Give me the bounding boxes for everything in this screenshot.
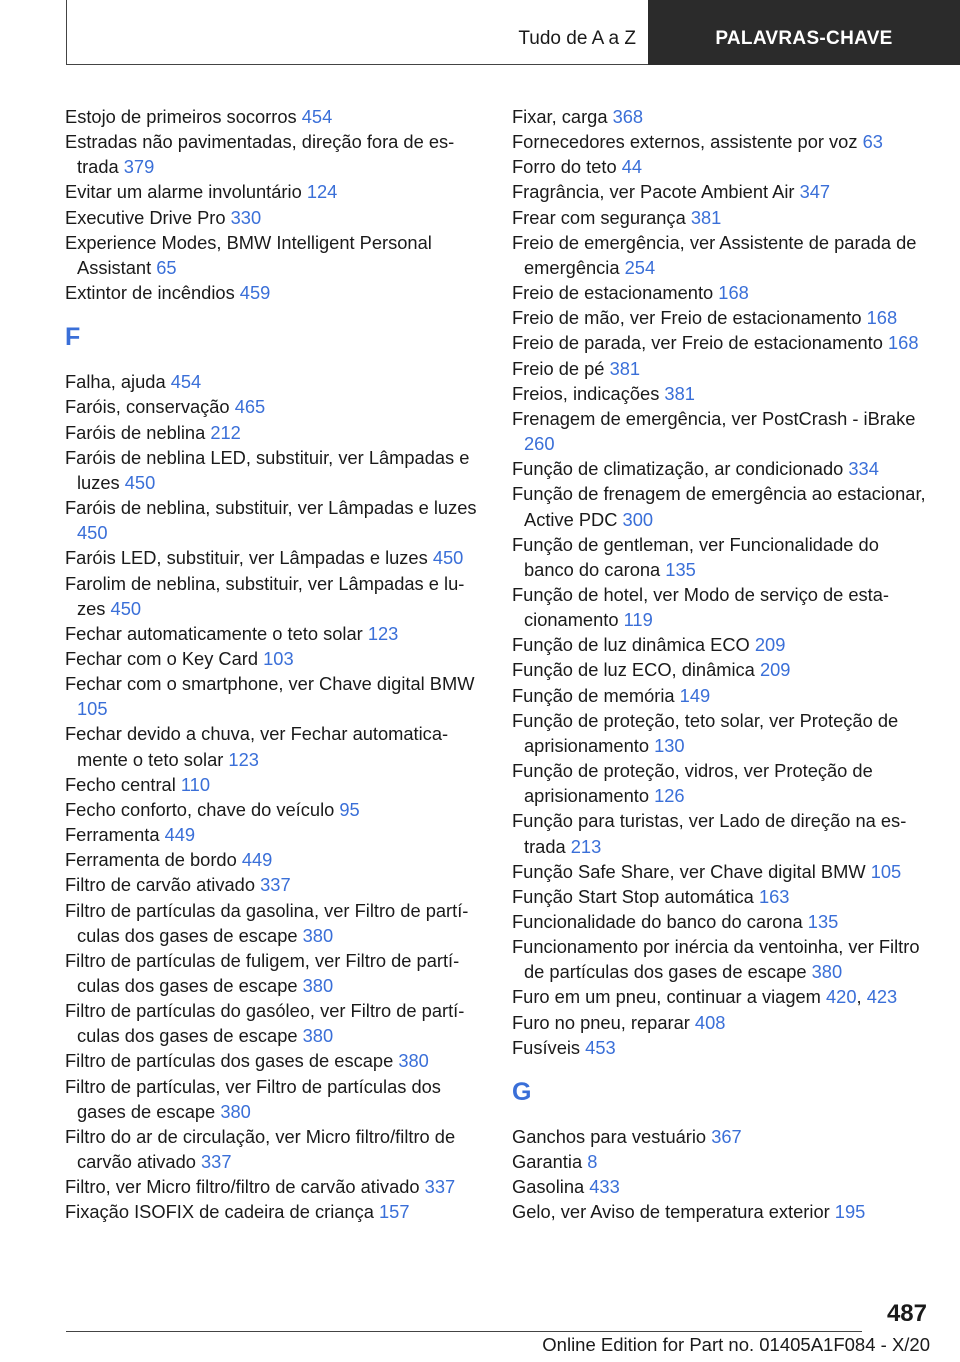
page-link[interactable]: 420	[826, 986, 857, 1008]
index-entry-term: Experience Modes, BMW Intelligent Personal Assistant	[65, 231, 432, 278]
header-rule-bottom	[66, 64, 648, 65]
index-entry-term: Funcionalidade do banco do carona	[512, 911, 808, 932]
page-link[interactable]: 213	[570, 835, 602, 857]
index-entry	[512, 758, 932, 808]
index-entry-term: Furo no pneu, reparar	[512, 1011, 695, 1033]
page-link[interactable]: 212	[210, 421, 241, 443]
page-link[interactable]: 454	[301, 106, 333, 127]
page-link[interactable]: 8	[587, 1151, 598, 1173]
index-entry	[512, 205, 932, 230]
page-link[interactable]: 449	[241, 849, 273, 871]
index-entry	[512, 230, 932, 280]
index-entry	[65, 545, 480, 570]
index-entry	[65, 369, 480, 394]
index-entry-term: Garantia	[512, 1151, 588, 1173]
index-entry-term: Filtro de partículas da gasolina, ver Filtro de partículas dos gases de escape	[65, 899, 469, 946]
page-link[interactable]: 135	[665, 558, 696, 580]
index-entry	[65, 998, 480, 1048]
index-entry	[65, 280, 480, 305]
index-entry: Furo em um pneu, continuar a viagem 420, 423	[512, 986, 898, 1008]
page-link[interactable]: 381	[664, 382, 695, 404]
page-link[interactable]: 110	[180, 773, 210, 795]
page-link[interactable]: 63	[862, 131, 883, 153]
index-entry	[512, 1174, 932, 1199]
page-link[interactable]: 449	[164, 824, 196, 846]
index-entry-term: Função Start Stop automática	[512, 885, 759, 907]
index-entry-term: Faróis LED, substituir, ver Lâmpadas e luzes	[65, 547, 433, 569]
index-entry	[512, 708, 932, 758]
index-entry-term: Fixação ISOFIX de cadeira de criança	[65, 1201, 379, 1223]
page-link[interactable]: 254	[624, 256, 656, 278]
page-link[interactable]: 459	[239, 282, 271, 304]
index-entry-term: Fusíveis	[512, 1036, 586, 1058]
index-entry	[512, 280, 932, 305]
page-link[interactable]: 337	[424, 1176, 456, 1198]
index-entry	[512, 1124, 932, 1149]
page-link[interactable]: 450	[432, 547, 464, 569]
index-entry	[512, 179, 932, 204]
page-link[interactable]: 149	[679, 684, 711, 706]
page-link[interactable]: 334	[848, 458, 879, 480]
index-entry-term: Fornecedores externos, assistente por voz	[512, 131, 863, 153]
index-entry	[65, 129, 480, 179]
index-entry-term: Ferramenta de bordo	[65, 849, 242, 871]
page-link[interactable]: 65	[156, 256, 177, 278]
index-entry	[65, 948, 480, 998]
page-link[interactable]: 368	[612, 106, 644, 127]
index-entry-term: Faróis de neblina, substituir, ver Lâmpadas e luzes	[65, 497, 477, 519]
index-entry-term: Estojo de primeiros socorros	[65, 106, 302, 127]
index-entry-term: Freio de estacionamento	[512, 282, 719, 304]
index-entry-term: Função para turistas, ver Lado de direção na estrada	[512, 810, 907, 857]
page-link[interactable]: 450	[110, 597, 142, 619]
index-entry	[65, 646, 480, 671]
page-link[interactable]: 380	[302, 924, 334, 946]
index-entry	[512, 1199, 932, 1224]
index-entry-term: Frear com segurança	[512, 206, 691, 228]
index-entry	[512, 884, 932, 909]
page-link[interactable]: 337	[260, 874, 291, 896]
index-entry	[65, 1199, 480, 1224]
index-entry	[512, 1035, 932, 1060]
index-entry	[65, 721, 480, 771]
index-entry-term: Freio de emergência, ver Assistente de parada de emergência	[512, 231, 917, 278]
page-link[interactable]: 380	[302, 975, 334, 996]
page-link[interactable]: 168	[888, 332, 919, 354]
page-link[interactable]: 168	[718, 282, 749, 304]
index-entry-term: Função de proteção, teto solar, ver Proteção de aprisionamento	[512, 709, 899, 756]
index-entry-term: Filtro de partículas de fuligem, ver Filtro de partículas dos gases de escape	[65, 949, 460, 996]
index-entry	[512, 104, 932, 129]
page-link[interactable]: 123	[228, 748, 259, 770]
page-link[interactable]: 163	[758, 885, 790, 907]
index-column-left	[65, 104, 480, 1225]
index-entry	[65, 179, 480, 204]
index-entry-term: Fixar, carga	[512, 106, 613, 127]
index-entry	[65, 797, 480, 822]
page-link[interactable]: 379	[123, 156, 155, 178]
page-link[interactable]: 124	[306, 181, 338, 203]
page-link[interactable]: 119	[623, 609, 653, 631]
index-entry	[65, 1048, 480, 1073]
index-entry-term: Filtro de partículas, ver Filtro de partículas dos gases de escape	[65, 1075, 441, 1122]
index-letter-heading: F	[65, 323, 81, 352]
index-entry	[512, 683, 932, 708]
index-entry-term: Fechar devido a chuva, ver Fechar automaticamente o teto solar	[65, 723, 449, 770]
index-entry-term: Função Safe Share, ver Chave digital BMW	[512, 860, 871, 882]
index-entry-term: Farolim de neblina, substituir, ver Lâmpadas e luzes	[65, 572, 465, 619]
index-entry-term: Falha, ajuda	[65, 371, 171, 393]
index-entry	[65, 104, 480, 129]
index-entry-term: Função de proteção, vidros, ver Proteção de aprisionamento	[512, 760, 873, 807]
index-entry	[512, 657, 932, 682]
page-link[interactable]: 260	[524, 433, 555, 455]
index-entry-term: Executive Drive Pro	[65, 206, 231, 228]
index-entry-term: Forro do teto	[512, 156, 622, 178]
index-entry-term: Filtro de partículas do gasóleo, ver Filtro de partículas dos gases de escape	[65, 1000, 465, 1047]
page-link[interactable]: 380	[811, 961, 843, 983]
index-entry-term: Filtro de partículas dos gases de escape	[65, 1050, 399, 1072]
page-link[interactable]: 450	[124, 471, 156, 493]
page-link[interactable]: 126	[654, 785, 685, 807]
index-entry-term: Freios, indicações	[512, 382, 665, 404]
index-entry-term: Filtro de carvão ativado	[65, 874, 261, 896]
index-entry-term: Frenagem de emergência, ver PostCrash - iBrake	[512, 407, 916, 429]
page-link[interactable]: 450	[77, 522, 108, 544]
index-entry-term: Função de luz ECO, dinâmica	[512, 659, 760, 681]
index-column-right	[512, 104, 932, 1225]
index-entry-term: Fechar com o Key Card	[65, 647, 264, 669]
index-entry	[65, 394, 480, 419]
index-entry-term: Freio de parada, ver Freio de estacionamento	[512, 332, 888, 354]
index-entry	[512, 859, 932, 884]
index-entry-term: Função de gentleman, ver Funcionalidade do banco do carona	[512, 533, 879, 580]
index-entry	[512, 909, 932, 934]
index-entry-term: Ganchos para vestuário	[512, 1125, 712, 1147]
index-entry	[512, 330, 932, 355]
index-entry	[65, 230, 480, 280]
index-entry-term: Função de luz dinâmica ECO	[512, 634, 755, 656]
page-link[interactable]: 347	[799, 181, 831, 203]
index-entry	[65, 671, 480, 721]
index-entry	[65, 420, 480, 445]
index-entry	[65, 1174, 480, 1199]
index-entry	[65, 571, 480, 621]
index-entry	[512, 356, 932, 381]
index-entry-term: Filtro, ver Micro filtro/filtro de carvão ativado	[65, 1176, 425, 1198]
footer-edition: Online Edition for Part no. 01405A1F084 - X/20	[542, 1334, 930, 1355]
page-link[interactable]: 453	[585, 1036, 616, 1058]
index-entry-term: Gelo, ver Aviso de temperatura exterior	[512, 1201, 835, 1223]
index-entry	[65, 872, 480, 897]
page-link[interactable]: 168	[866, 307, 898, 329]
index-entry-term: Faróis de neblina LED, substituir, ver Lâmpadas e luzes	[65, 446, 470, 493]
page-link[interactable]: 123	[367, 622, 399, 644]
page-link[interactable]: 95	[339, 798, 360, 820]
page-link[interactable]: 337	[200, 1151, 232, 1173]
index-entry	[65, 445, 480, 495]
index-entry	[65, 898, 480, 948]
index-entry	[65, 205, 480, 230]
page-link[interactable]: 381	[609, 357, 641, 379]
page-link[interactable]: 300	[622, 508, 654, 530]
index-entry	[512, 1149, 932, 1174]
index-entry	[512, 129, 932, 154]
page-link[interactable]: 380	[220, 1100, 251, 1122]
index-entry	[65, 621, 480, 646]
index-entry-term: Ferramenta	[65, 824, 165, 846]
index-entry	[512, 481, 932, 531]
index-entry	[65, 822, 480, 847]
index-entry-term: Fechar automaticamente o teto solar	[65, 622, 368, 644]
index-entry-term: Função de hotel, ver Modo de serviço de estacionamento	[512, 583, 890, 631]
index-entry	[512, 456, 932, 481]
page-link[interactable]: 130	[654, 734, 685, 756]
index-entry-term: Faróis, conservação	[65, 396, 235, 418]
page-link[interactable]: 465	[234, 396, 266, 418]
index-entry	[512, 154, 932, 179]
index-entry-term: Freio de pé	[512, 357, 610, 379]
page-link[interactable]: 105	[77, 698, 108, 720]
index-entry-term: Gasolina	[512, 1176, 590, 1198]
chapter-tab[interactable]	[648, 0, 960, 65]
section-title: Tudo de A a Z	[518, 28, 636, 49]
index-entry-term: Freio de mão, ver Freio de estacionamento	[512, 307, 867, 329]
page-link[interactable]: 367	[711, 1125, 742, 1147]
index-entry-term: Fecho conforto, chave do veículo	[65, 798, 340, 820]
page-link[interactable]: 381	[690, 206, 722, 228]
page-link[interactable]: 135	[807, 911, 839, 932]
index-entry	[512, 532, 932, 582]
index-entry	[65, 772, 480, 797]
index-entry	[512, 808, 932, 858]
index-entry-term: Função de climatização, ar condicionado	[512, 458, 849, 480]
page-link[interactable]: 105	[870, 860, 902, 882]
page-link[interactable]: 330	[230, 206, 262, 228]
index-entry	[512, 582, 932, 632]
page-link[interactable]: 103	[263, 647, 294, 669]
page-link[interactable]: 157	[378, 1201, 410, 1223]
index-entry-term: Furo em um pneu, continuar a viagem	[512, 986, 826, 1008]
index-entry-term: Extintor de incêndios	[65, 282, 240, 304]
page-link[interactable]: 408	[694, 1011, 726, 1033]
footer-rule	[66, 1331, 862, 1332]
index-entry	[512, 934, 932, 984]
index-entry-term: Filtro do ar de circulação, ver Micro filtro/filtro de carvão ativado	[65, 1125, 456, 1173]
page-link[interactable]: 195	[834, 1201, 866, 1223]
page-link[interactable]: 209	[759, 659, 791, 681]
page-link[interactable]: 209	[754, 634, 786, 656]
page-link[interactable]: 454	[170, 371, 202, 393]
index-entry-term: Estradas não pavimentadas, direção fora de estrada	[65, 131, 455, 178]
index-entry	[512, 381, 932, 406]
index-letter-heading: G	[512, 1077, 532, 1106]
index-entry-term: Função de frenagem de emergência ao estacionar, Active PDC	[512, 483, 926, 530]
index-entry	[65, 1124, 480, 1174]
index-entry-term: Funcionamento por inércia da ventoinha, ver Filtro de partículas dos gases de escape	[512, 936, 920, 983]
page-link[interactable]: 423	[866, 986, 898, 1008]
index-entry	[512, 1010, 932, 1035]
index-entry-term: Fragrância, ver Pacote Ambient Air	[512, 181, 800, 203]
index-entry	[512, 406, 932, 456]
index-entry	[512, 632, 932, 657]
chapter-tab-label: PALAVRAS-CHAVE	[715, 27, 893, 49]
index-entry-term: Evitar um alarme involuntário	[65, 181, 307, 203]
index-entry-term: Fechar com o smartphone, ver Chave digital BMW	[65, 673, 475, 695]
page-link[interactable]: 44	[621, 156, 643, 178]
page-link[interactable]: 433	[589, 1176, 620, 1198]
index-entry	[512, 305, 932, 330]
index-entry-term: Faróis de neblina	[65, 421, 211, 443]
index-entry-term: Fecho central	[65, 773, 181, 795]
index-entry	[65, 847, 480, 872]
index-entry	[65, 1074, 480, 1124]
page-link[interactable]: 380	[302, 1025, 334, 1047]
page-number: 487	[886, 1300, 927, 1327]
page-link[interactable]: 380	[398, 1050, 429, 1072]
index-entry	[65, 495, 480, 545]
index-entry-term: Função de memória	[512, 684, 680, 706]
